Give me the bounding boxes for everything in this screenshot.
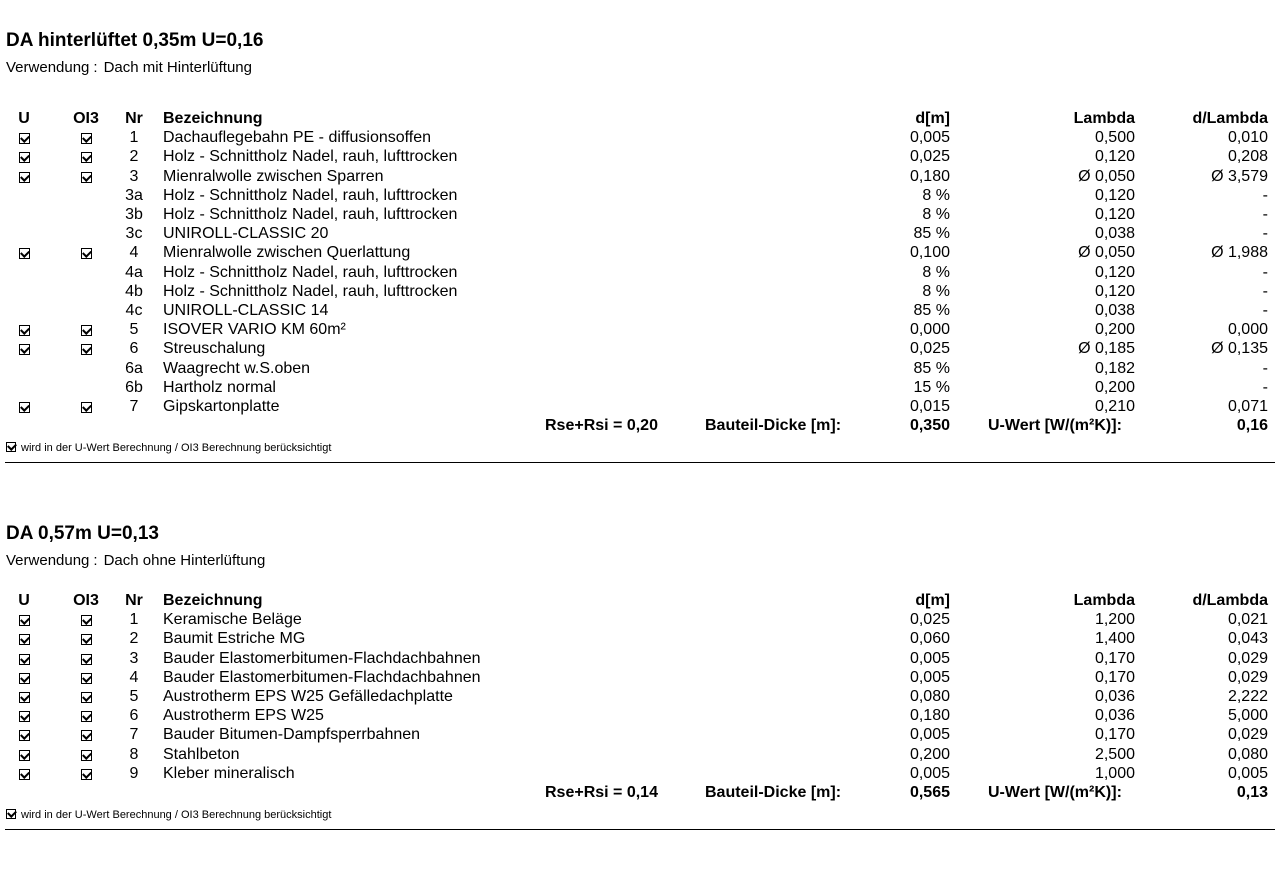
layer-number: 6b [125,378,143,396]
header-dl: d/Lambda [1192,110,1268,127]
layer-number: 3b [125,206,143,223]
layer-lambda: 0,170 [1094,649,1135,667]
layer-thickness: 0,025 [909,148,950,166]
layer-thickness: 85 % [913,359,950,377]
layer-lambda: 0,210 [1094,398,1135,415]
table-row [0,397,1280,417]
header-d: d[m] [915,592,950,609]
header-u: U [18,110,30,127]
layer-name: Keramische Beläge [163,611,302,629]
table-row [0,764,1280,784]
layer-number: 7 [129,726,139,744]
table-row [0,649,1280,669]
layer-name: Holz - Schnittholz Nadel, rauh, lufttrocken [163,148,458,166]
u-check-cell [16,745,32,765]
table-row [0,378,1280,398]
oi3-check-cell [72,128,100,148]
checkbox-checked-icon [81,692,92,703]
checkbox-checked-icon [81,711,92,722]
layer-lambda: 1,400 [1094,630,1135,648]
u-value: 0,13 [1236,784,1268,801]
layer-thickness: 15 % [913,378,950,396]
layer-number: 6 [129,340,139,358]
header-oi3: OI3 [73,592,99,609]
layer-name: UNIROLL-CLASSIC 14 [163,302,329,319]
checkbox-checked-icon [81,730,92,741]
checkbox-checked-icon [81,325,92,336]
layer-name: Bauder Elastomerbitumen-Flachdachbahnen [163,668,481,686]
layer-name: Holz - Schnittholz Nadel, rauh, lufttrocken [163,263,458,281]
oi3-check-cell [72,397,100,417]
layer-lambda: 0,120 [1094,206,1135,223]
layer-number: 2 [129,630,139,648]
summary-row [0,783,1280,803]
layer-d-lambda: 0,005 [1227,764,1268,782]
layer-thickness: 0,180 [909,167,950,185]
u-check-cell [16,687,32,707]
layer-number: 2 [129,148,139,166]
layer-d-lambda: - [1262,378,1268,396]
header-oi3: OI3 [73,110,99,127]
layer-d-lambda: 0,000 [1227,321,1268,339]
layer-d-lambda: Ø 0,135 [1211,340,1268,358]
usage-line: Verwendung : Dach ohne Hinterlüftung [6,552,266,569]
layer-lambda: 1,200 [1094,611,1135,629]
table-row [0,224,1280,244]
checkbox-checked-icon [19,172,30,183]
legend-note-text: wird in der U-Wert Berechnung / OI3 Berechnung berücksichtigt [21,442,332,455]
layer-name: Austrotherm EPS W25 Gefälledachplatte [163,688,453,705]
layer-d-lambda: Ø 3,579 [1211,167,1268,185]
layer-thickness: 0,005 [909,129,950,147]
section-title: DA hinterlüftet 0,35m U=0,16 [6,30,264,51]
header-u: U [18,592,30,609]
table-row [0,186,1280,206]
checkbox-checked-icon [81,673,92,684]
layer-d-lambda: Ø 1,988 [1211,244,1268,262]
layer-lambda: Ø 0,050 [1078,244,1135,262]
layer-number: 7 [129,398,139,415]
checkbox-checked-icon [19,248,30,259]
layer-lambda: 0,182 [1094,359,1135,377]
u-check-cell [16,397,32,417]
layer-name: Hartholz normal [163,378,276,396]
layer-name: Gipskartonplatte [163,398,280,415]
oi3-check-cell [72,687,100,707]
layer-d-lambda: - [1262,206,1268,223]
layer-thickness: 0,005 [909,764,950,782]
table-row [0,339,1280,359]
layer-name: Holz - Schnittholz Nadel, rauh, lufttrocken [163,186,458,204]
checkbox-checked-icon [19,325,30,336]
layer-thickness: 0,015 [909,398,950,415]
u-check-cell [16,339,32,359]
header-name: Bezeichnung [163,592,263,609]
header-lambda: Lambda [1073,110,1135,127]
table-row [0,687,1280,707]
table-header [0,591,1280,611]
u-check-cell [16,668,32,688]
oi3-check-cell [72,320,100,340]
oi3-check-cell [72,629,100,649]
layer-number: 1 [129,611,139,629]
layer-number: 4a [125,263,143,281]
thickness-value: 0,350 [909,417,950,435]
checkbox-checked-icon [6,442,16,452]
layer-number: 4 [129,668,139,686]
oi3-check-cell [72,339,100,359]
layer-name: Bauder Elastomerbitumen-Flachdachbahnen [163,649,481,667]
oi3-check-cell [72,764,100,784]
layer-d-lambda: - [1262,263,1268,281]
layer-d-lambda: - [1262,302,1268,319]
summary-row [0,416,1280,436]
layer-lambda: 0,038 [1094,225,1135,243]
checkbox-checked-icon [6,809,16,819]
layer-thickness: 0,000 [909,321,950,339]
checkbox-checked-icon [81,248,92,259]
layer-d-lambda: 0,029 [1227,649,1268,667]
header-name: Bezeichnung [163,110,263,127]
layer-d-lambda: - [1262,225,1268,243]
layer-lambda: Ø 0,185 [1078,340,1135,358]
u-check-cell [16,243,32,263]
layer-thickness: 0,005 [909,668,950,686]
layer-number: 4 [129,244,139,262]
checkbox-checked-icon [19,769,30,780]
table-row [0,205,1280,225]
checkbox-checked-icon [19,402,30,413]
layer-number: 6 [129,707,139,725]
checkbox-checked-icon [19,133,30,144]
layer-thickness: 8 % [922,206,950,223]
header-lambda: Lambda [1073,592,1135,609]
section-title: DA 0,57m U=0,13 [6,523,159,544]
usage-text: Dach mit Hinterlüftung [103,59,252,76]
layer-lambda: 0,036 [1094,688,1135,705]
table-row [0,359,1280,379]
layer-d-lambda: - [1262,282,1268,300]
usage-line: Verwendung : Dach mit Hinterlüftung [6,59,252,76]
layer-thickness: 0,005 [909,726,950,744]
layer-number: 3a [125,186,143,204]
layer-name: Streuschalung [163,340,266,358]
header-nr: Nr [125,110,143,127]
oi3-check-cell [72,725,100,745]
layer-name: Mienralwolle zwischen Sparren [163,167,384,185]
oi3-check-cell [72,668,100,688]
layer-thickness: 8 % [922,282,950,300]
table-row [0,147,1280,167]
layer-thickness: 0,100 [909,244,950,262]
layer-lambda: 0,170 [1094,726,1135,744]
table-row [0,668,1280,688]
oi3-check-cell [72,706,100,726]
checkbox-checked-icon [19,750,30,761]
u-check-cell [16,610,32,630]
legend-note [6,441,331,455]
table-row [0,725,1280,745]
layer-lambda: 0,200 [1094,378,1135,396]
section-divider [5,462,1275,463]
checkbox-checked-icon [81,133,92,144]
u-check-cell [16,725,32,745]
u-check-cell [16,764,32,784]
layer-d-lambda: 5,000 [1227,707,1268,725]
layer-number: 5 [129,321,139,339]
u-check-cell [16,649,32,669]
layer-lambda: 0,120 [1094,186,1135,204]
layer-d-lambda: 0,080 [1227,745,1268,763]
layer-name: Holz - Schnittholz Nadel, rauh, lufttrocken [163,206,458,223]
layer-lambda: 0,500 [1094,129,1135,147]
layer-thickness: 0,060 [909,630,950,648]
layer-number: 6a [125,359,143,377]
u-value: 0,16 [1236,417,1268,435]
layer-d-lambda: 0,043 [1227,630,1268,648]
layer-number: 3c [125,225,143,243]
layer-name: Austrotherm EPS W25 [163,707,324,725]
u-check-cell [16,147,32,167]
layer-name: Stahlbeton [163,745,240,763]
oi3-check-cell [72,167,100,187]
layer-name: Baumit Estriche MG [163,630,306,648]
layer-name: Waagrecht w.S.oben [163,359,311,377]
layer-lambda: 0,038 [1094,302,1135,319]
layer-number: 3 [129,167,139,185]
oi3-check-cell [72,745,100,765]
layer-lambda: 0,120 [1094,282,1135,300]
checkbox-checked-icon [19,634,30,645]
layer-lambda: 0,170 [1094,668,1135,686]
checkbox-checked-icon [19,730,30,741]
layer-d-lambda: 0,021 [1227,611,1268,629]
layer-d-lambda: - [1262,359,1268,377]
oi3-check-cell [72,243,100,263]
usage-label: Verwendung [6,59,90,76]
thickness-value: 0,565 [909,784,950,801]
checkbox-checked-icon [81,344,92,355]
layer-thickness: 0,180 [909,707,950,725]
layer-thickness: 85 % [913,225,950,243]
thickness-label: Bauteil-Dicke [m]: [705,417,842,435]
layer-d-lambda: 0,010 [1227,129,1268,147]
layer-thickness: 0,200 [909,745,950,763]
layer-thickness: 0,080 [909,688,950,705]
layer-lambda: 0,200 [1094,321,1135,339]
layer-name: Kleber mineralisch [163,764,295,782]
thickness-label: Bauteil-Dicke [m]: [705,784,842,801]
checkbox-checked-icon [19,654,30,665]
header-nr: Nr [125,592,143,609]
layer-number: 3 [129,649,139,667]
layer-lambda: 0,120 [1094,263,1135,281]
table-row [0,320,1280,340]
rse-rsi-value: Rse+Rsi = 0,20 [545,417,658,435]
checkbox-checked-icon [81,172,92,183]
oi3-check-cell [72,610,100,630]
layer-name: Mienralwolle zwischen Querlattung [163,244,411,262]
layer-name: ISOVER VARIO KM 60m² [163,321,346,339]
checkbox-checked-icon [19,711,30,722]
layer-thickness: 0,025 [909,340,950,358]
table-header [0,109,1280,129]
layer-lambda: 0,036 [1094,707,1135,725]
table-row [0,745,1280,765]
checkbox-checked-icon [19,692,30,703]
table-row [0,301,1280,321]
header-dl: d/Lambda [1192,592,1268,609]
table-row [0,282,1280,302]
legend-note-text: wird in der U-Wert Berechnung / OI3 Berechnung berücksichtigt [21,809,332,821]
layer-d-lambda: 0,071 [1227,398,1268,415]
checkbox-checked-icon [19,344,30,355]
layer-number: 9 [129,764,139,782]
rse-rsi-value: Rse+Rsi = 0,14 [545,784,658,801]
layer-thickness: 8 % [922,186,950,204]
layer-d-lambda: 2,222 [1227,688,1268,705]
checkbox-checked-icon [81,152,92,163]
checkbox-checked-icon [81,634,92,645]
table-row [0,167,1280,187]
u-check-cell [16,167,32,187]
u-check-cell [16,320,32,340]
layer-number: 4c [125,302,143,319]
layer-number: 1 [129,129,139,147]
layer-lambda: 0,120 [1094,148,1135,166]
legend-note [6,808,331,822]
layer-name: Dachauflegebahn PE - diffusionsoffen [163,129,432,147]
oi3-check-cell [72,649,100,669]
layer-thickness: 85 % [913,302,950,319]
layer-number: 5 [129,688,139,705]
u-check-cell [16,629,32,649]
layer-name: UNIROLL-CLASSIC 20 [163,225,329,243]
layer-lambda: Ø 0,050 [1078,167,1135,185]
table-row [0,706,1280,726]
layer-d-lambda: 0,208 [1227,148,1268,166]
layer-thickness: 8 % [922,263,950,281]
table-row [0,243,1280,263]
layer-lambda: 2,500 [1094,745,1135,763]
checkbox-checked-icon [19,673,30,684]
checkbox-checked-icon [19,152,30,163]
layer-thickness: 0,005 [909,649,950,667]
checkbox-checked-icon [81,750,92,761]
checkbox-checked-icon [81,654,92,665]
table-row [0,629,1280,649]
table-row [0,610,1280,630]
layer-lambda: 1,000 [1094,764,1135,782]
layer-thickness: 0,025 [909,611,950,629]
layer-number: 4b [125,282,143,300]
table-row [0,263,1280,283]
checkbox-checked-icon [19,615,30,626]
header-d: d[m] [915,110,950,127]
layer-name: Holz - Schnittholz Nadel, rauh, lufttrocken [163,282,458,300]
layer-d-lambda: - [1262,186,1268,204]
table-row [0,128,1280,148]
layer-number: 8 [129,745,139,763]
u-value-label: U-Wert [W/(m²K)]: [988,417,1122,435]
oi3-check-cell [72,147,100,167]
checkbox-checked-icon [81,402,92,413]
u-check-cell [16,706,32,726]
usage-label: Verwendung [6,552,90,569]
layer-d-lambda: 0,029 [1227,668,1268,686]
layer-d-lambda: 0,029 [1227,726,1268,744]
section-divider [5,829,1275,830]
layer-name: Bauder Bitumen-Dampfsperrbahnen [163,726,421,744]
checkbox-checked-icon [81,615,92,626]
checkbox-checked-icon [81,769,92,780]
u-value-label: U-Wert [W/(m²K)]: [988,784,1122,801]
usage-text: Dach ohne Hinterlüftung [103,552,266,569]
u-check-cell [16,128,32,148]
